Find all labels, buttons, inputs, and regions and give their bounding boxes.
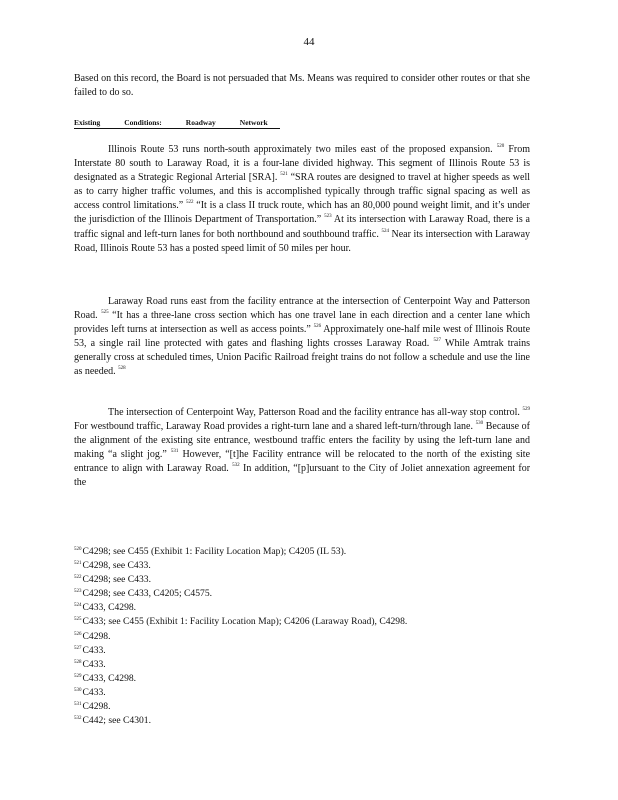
sentence: For westbound traffic, Laraway Road provides a right-turn lane and a shared left-turn/through lane. xyxy=(74,421,473,433)
sentence: In addition, “[p]ursuant to the City of Joliet annexation agreement for the xyxy=(74,463,531,489)
footnote-number: 523 xyxy=(74,589,82,595)
footnote-ref[interactable]: 527 xyxy=(433,338,441,344)
sentence: Near its intersection with Laraway Road, Illinois Route 53 has a posted speed limit of 50 miles per hour. xyxy=(74,228,531,254)
footnote-number: 529 xyxy=(74,673,82,679)
page-number: 44 xyxy=(303,36,315,48)
sentence: The intersection of Centerpoint Way, Patterson Road and the facility entrance has all-way stop control. xyxy=(108,407,520,418)
paragraph-illinois-route-53 xyxy=(74,143,530,256)
footnote xyxy=(74,559,530,573)
footnote-ref[interactable]: 529 xyxy=(522,407,530,412)
footnote xyxy=(74,672,530,686)
footnote xyxy=(74,587,530,601)
footnote xyxy=(74,630,530,644)
footnote-ref[interactable]: 520 xyxy=(496,144,505,149)
paragraph-intersection xyxy=(74,406,530,491)
footnotes xyxy=(74,545,530,728)
footnote-ref[interactable]: 532 xyxy=(232,463,240,469)
footnote-text: C433, C4298. xyxy=(82,602,137,614)
sentence: From Interstate 80 south to Laraway Road, it is a four-lane divided highway. This segment of Illinois Route 53 is designated as a Strategic Regional Arterial [SRA]. xyxy=(74,144,531,184)
heading-word: Roadway xyxy=(185,118,216,127)
footnote-number: 522 xyxy=(74,575,82,581)
footnote-ref[interactable]: 526 xyxy=(313,324,322,330)
footnote-text: C4298. xyxy=(82,630,111,642)
footnote-ref[interactable]: 531 xyxy=(170,449,179,455)
footnote-number: 528 xyxy=(74,659,82,665)
footnote-number: 527 xyxy=(74,645,82,651)
footnote xyxy=(74,573,530,587)
footnote-text: C4298; see C433, C4205; C4575. xyxy=(82,588,213,600)
footnote xyxy=(74,545,530,559)
sentence: “SRA routes are designed to travel at higher speeds as well as to carry higher traffic volumes, and this is accomplished typically through traffic signal spacing as well as access control limitations.” xyxy=(74,172,531,212)
footnote xyxy=(74,615,530,629)
footnote-ref[interactable]: 524 xyxy=(381,228,389,234)
heading-word: Existing xyxy=(74,118,101,127)
sentence: Approximately one-half mile west of Illinois Route 53, a single rail line protected with gates and flashing lights crosses Laraway Road. xyxy=(74,324,531,350)
sentence: However, “[t]he Facility entrance will be relocated to the north of the existing site entrance to align with Laraway Road. xyxy=(74,449,531,475)
sentence: At its intersection with Laraway Road, there is a traffic signal and left-turn lanes for both northbound and southbound traffic. xyxy=(74,214,530,240)
footnote-text: C442; see C4301. xyxy=(82,715,151,727)
footnote-ref[interactable]: 525 xyxy=(101,310,109,316)
footnote-text: C433, C4298. xyxy=(82,672,137,684)
footnote-ref[interactable]: 530 xyxy=(475,421,484,427)
footnote-text: C4298. xyxy=(82,701,111,713)
footnote-number: 531 xyxy=(74,702,82,708)
footnote-number: 521 xyxy=(74,561,82,567)
footnote-text: C433. xyxy=(82,644,106,656)
heading-word: Conditions: xyxy=(124,118,162,127)
footnote-text: C433; see C455 (Exhibit 1: Facility Location Map); C4206 (Laraway Road), C4298. xyxy=(82,616,408,628)
section-heading xyxy=(74,118,280,129)
footnote-ref[interactable]: 523 xyxy=(324,214,332,220)
intro-paragraph: Based on this record, the Board is not persuaded that Ms. Means was required to consider other routes or that she failed to do so. xyxy=(74,73,530,99)
footnote-number: 524 xyxy=(74,603,82,609)
footnote-ref[interactable]: 522 xyxy=(185,200,194,206)
footnote-text: C4298; see C433. xyxy=(82,574,151,586)
sentence: “It is a class II truck route, which has an 80,000 pound weight limit, and it’s under the jurisdiction of the Illinois Department of Transportation.” xyxy=(74,200,530,226)
footnote-text: C4298, see C433. xyxy=(82,560,151,572)
footnote xyxy=(74,700,530,714)
paragraph-laraway-road xyxy=(74,295,530,380)
sentence: “It has a three-lane cross section which has one travel lane in each direction and a center lane which provides left turns at intersection as well as access points.” xyxy=(74,310,531,336)
sentence: Because of the alignment of the existing site entrance, westbound traffic enters the facility by using the left-turn lane and making “a slight jog.” xyxy=(74,421,531,461)
footnote-number: 520 xyxy=(74,547,82,552)
footnote-text: C4298; see C455 (Exhibit 1: Facility Location Map); C4205 (IL 53). xyxy=(82,546,347,557)
footnote xyxy=(74,601,530,615)
footnote xyxy=(74,714,530,728)
footnote-text: C433. xyxy=(82,658,106,670)
heading-word: Network xyxy=(239,118,268,127)
footnote xyxy=(74,658,530,672)
footnote-number: 526 xyxy=(74,631,82,637)
footnote xyxy=(74,644,530,658)
footnote xyxy=(74,686,530,700)
sentence: Illinois Route 53 runs north-south approximately two miles east of the proposed expansion. xyxy=(108,144,493,155)
sentence: Laraway Road runs east from the facility entrance at the intersection of Centerpoint Way and Patterson Road. xyxy=(74,296,530,322)
footnote-ref[interactable]: 521 xyxy=(280,172,288,178)
footnote-number: 525 xyxy=(74,617,82,623)
sentence: While Amtrak trains generally cross at scheduled times, Union Pacific Railroad freight trains do not follow a schedule and use the line as needed. xyxy=(74,338,530,378)
footnote-number: 532 xyxy=(74,716,82,722)
footnote-text: C433. xyxy=(82,686,106,698)
footnote-number: 530 xyxy=(74,687,82,693)
footnote-ref[interactable]: 528 xyxy=(118,366,126,372)
